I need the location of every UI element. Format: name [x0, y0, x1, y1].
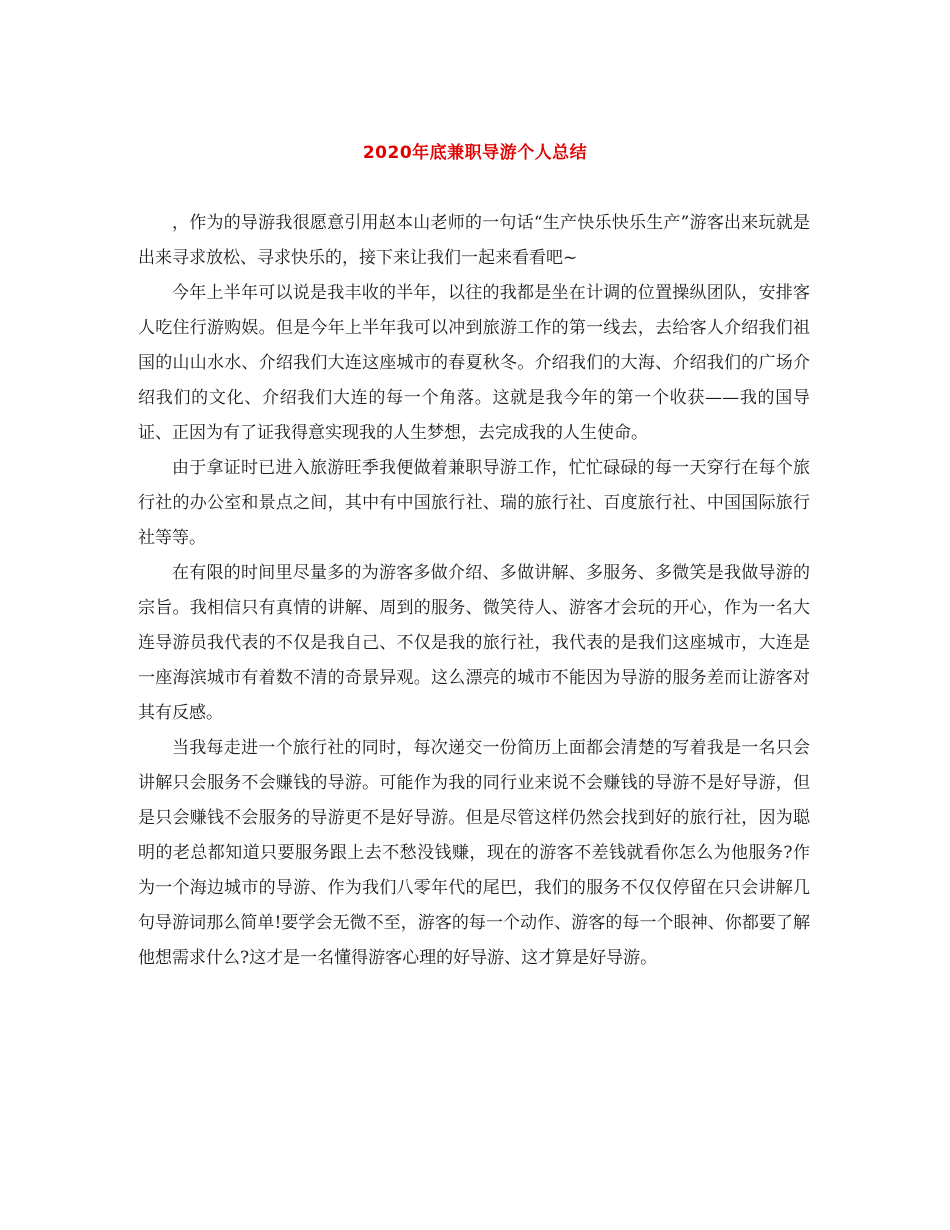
- paragraph-5: 当我每走进一个旅行社的同时，每次递交一份简历上面都会清楚的写着我是一名只会讲解只会服务不会赚钱的导游。可能作为我的同行业来说不会赚钱的导游不是好导游，但是只会赚钱不会服务的导游更不是好导游。但是尽管这样仍然会找到好的旅行社，因为聪明的老总都知道只要服务跟上去不愁没钱赚，现在的游客不差钱就看你怎么为他服务?作为一个海边城市的导游、作为我们八零年代的尾巴，我们的服务不仅仅停留在只会讲解几句导游词那么简单!要学会无微不至，游客的每一个动作、游客的每一个眼神、你都要了解他想需求什么?这才是一名懂得游客心理的好导游、这才算是好导游。: [138, 738, 810, 968]
- paragraph-1: ，作为的导游我很愿意引用赵本山老师的一句话“生产快乐快乐生产”游客出来玩就是出来寻求放松、寻求快乐的，接下来让我们一起来看看吧~: [138, 213, 810, 268]
- paragraph-3: 由于拿证时已进入旅游旺季我便做着兼职导游工作，忙忙碌碌的每一天穿行在每个旅行社的办公室和景点之间，其中有中国旅行社、瑞的旅行社、百度旅行社、中国国际旅行社等等。: [138, 458, 810, 548]
- document-title: 2020年底兼职导游个人总结: [362, 143, 588, 163]
- paragraph-2: 今年上半年可以说是我丰收的半年，以往的我都是坐在计调的位置操纵团队，安排客人吃住行游购娱。但是今年上半年我可以冲到旅游工作的第一线去，去给客人介绍我们祖国的山山水水、介绍我们大连这座城市的春夏秋冬。介绍我们的大海、介绍我们的广场介绍我们的文化、介绍我们大连的每一个角落。这就是我今年的第一个收获——我的国导证、正因为有了证我得意实现我的人生梦想，去完成我的人生使命。: [138, 283, 810, 443]
- paragraph-4: 在有限的时间里尽量多的为游客多做介绍、多做讲解、多服务、多微笑是我做导游的宗旨。我相信只有真情的讲解、周到的服务、微笑待人、游客才会玩的开心，作为一名大连导游员我代表的不仅是我自己、不仅是我的旅行社，我代表的是我们这座城市，大连是一座海滨城市有着数不清的奇景异观。这么漂亮的城市不能因为导游的服务差而让游客对其有反感。: [138, 563, 810, 723]
- document-body: [138, 206, 810, 976]
